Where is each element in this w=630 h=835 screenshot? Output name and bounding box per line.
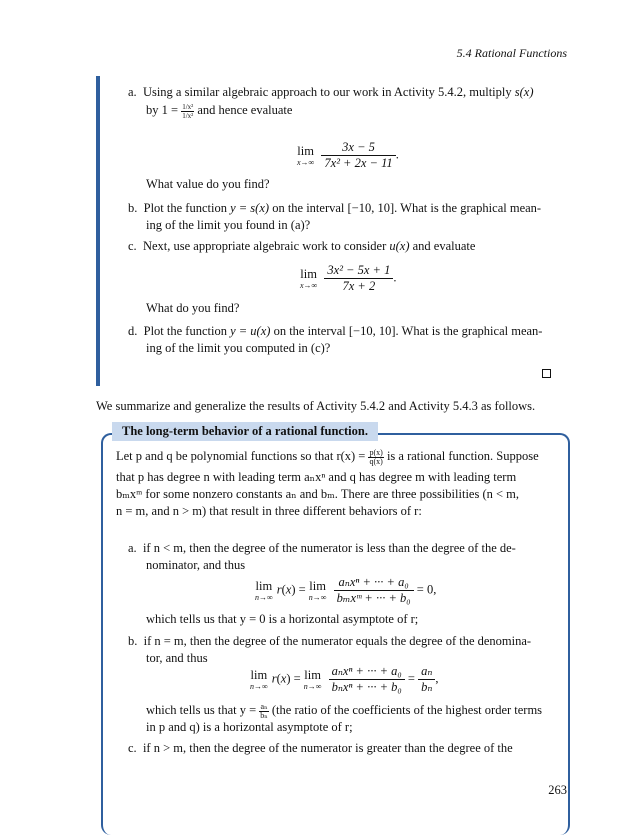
item-a-line1: a. Using a similar algebraic approach to our work in Activity 5.4.2, multiply s(x) (128, 85, 534, 99)
item-c-limit: lim x→∞ $\frac{\text{3x² − 5x + 1}}{7x + 2}$ . (300, 263, 397, 293)
item-c-question: What do you find? (146, 301, 240, 315)
item-b-line1: b. Plot the function y = s(x) on the interval [−10, 10]. What is the graphical mean- (128, 201, 542, 215)
activity-sidebar-bar (96, 76, 100, 386)
item-d-line2: ing of the limit you computed in (c)? (146, 341, 331, 355)
item-c-line1: c. Next, use appropriate algebraic work to consider u(x) and evaluate (128, 239, 476, 253)
box-case-b-line4: in p and q) is a horizontal asymptote of r; (146, 720, 353, 734)
box-case-a-limit: lim n→∞ r(x) = lim n→∞ $\frac{\text{aₙxⁿ + ··· + a₀}}{\text{bₘxᵐ + ··· + b₀}}$ = 0, (255, 575, 437, 605)
box-p3: bₘxᵐ for some nonzero constants aₙ and bₘ. There are three possibilities (n < m, (116, 487, 520, 501)
tiny-fraction: $\frac{\text{1/x²}}{\text{1/x²}}$ (182, 102, 194, 120)
box-case-b-limit: lim n→∞ r(x) = lim n→∞ $\frac{\text{aₙxⁿ + ··· + a₀}}{\text{bₙxⁿ + ··· + b₀}}$ = $\frac{\text{aₙ}}{\text{bₙ}}$ , (250, 664, 439, 694)
box-case-a-line3: which tells us that y = 0 is a horizontal asymptote of r; (146, 612, 419, 626)
box-case-a-line2: nominator, and thus (146, 558, 246, 572)
box-case-b-line2: tor, and thus (146, 651, 208, 665)
box-case-c-line1: c. if n > m, then the degree of the numerator is greater than the degree of the (128, 741, 513, 755)
box-case-b-line3: which tells us that y = $\frac{\text{aₙ}}{\text{bₙ}}$ (the ratio of the coefficients of the highest order terms (146, 701, 543, 720)
item-d-line1: d. Plot the function y = u(x) on the interval [−10, 10]. What is the graphical mean- (128, 324, 543, 338)
box-p4: n = m, and n > m) that result in three different behaviors of r: (116, 504, 422, 518)
item-a-line2: by 1 = $\frac{\text{1/x²}}{\text{1/x²}}$ and hence evaluate (146, 102, 293, 120)
item-b-line2: ing of the limit you found in (a)? (146, 218, 311, 232)
box-p1: Let p and q be polynomial functions so that r(x) = $\frac{p(x)}{q(x)}$ is a rational function. Suppose (116, 447, 539, 466)
running-header: 5.4 Rational Functions (456, 46, 567, 60)
item-a-question: What value do you find? (146, 177, 270, 191)
box-p2: that p has degree n with leading term aₙxⁿ and q has degree m with leading term (116, 470, 517, 484)
summary-sentence: We summarize and generalize the results of Activity 5.4.2 and Activity 5.4.3 as follows. (96, 399, 536, 413)
item-a-limit: lim x→∞ $\frac{3x - 5}{\text{7x² + 2x − 11}}$ . (297, 140, 399, 170)
box-case-a-line1: a. if n < m, then the degree of the numerator is less than the degree of the de- (128, 541, 516, 555)
theorem-box-title: The long-term behavior of a rational function. (112, 422, 378, 441)
qed-square-icon (542, 369, 551, 378)
box-case-b-line1: b. if n = m, then the degree of the numerator equals the degree of the denomina- (128, 634, 532, 648)
page-number: 263 (548, 783, 567, 797)
